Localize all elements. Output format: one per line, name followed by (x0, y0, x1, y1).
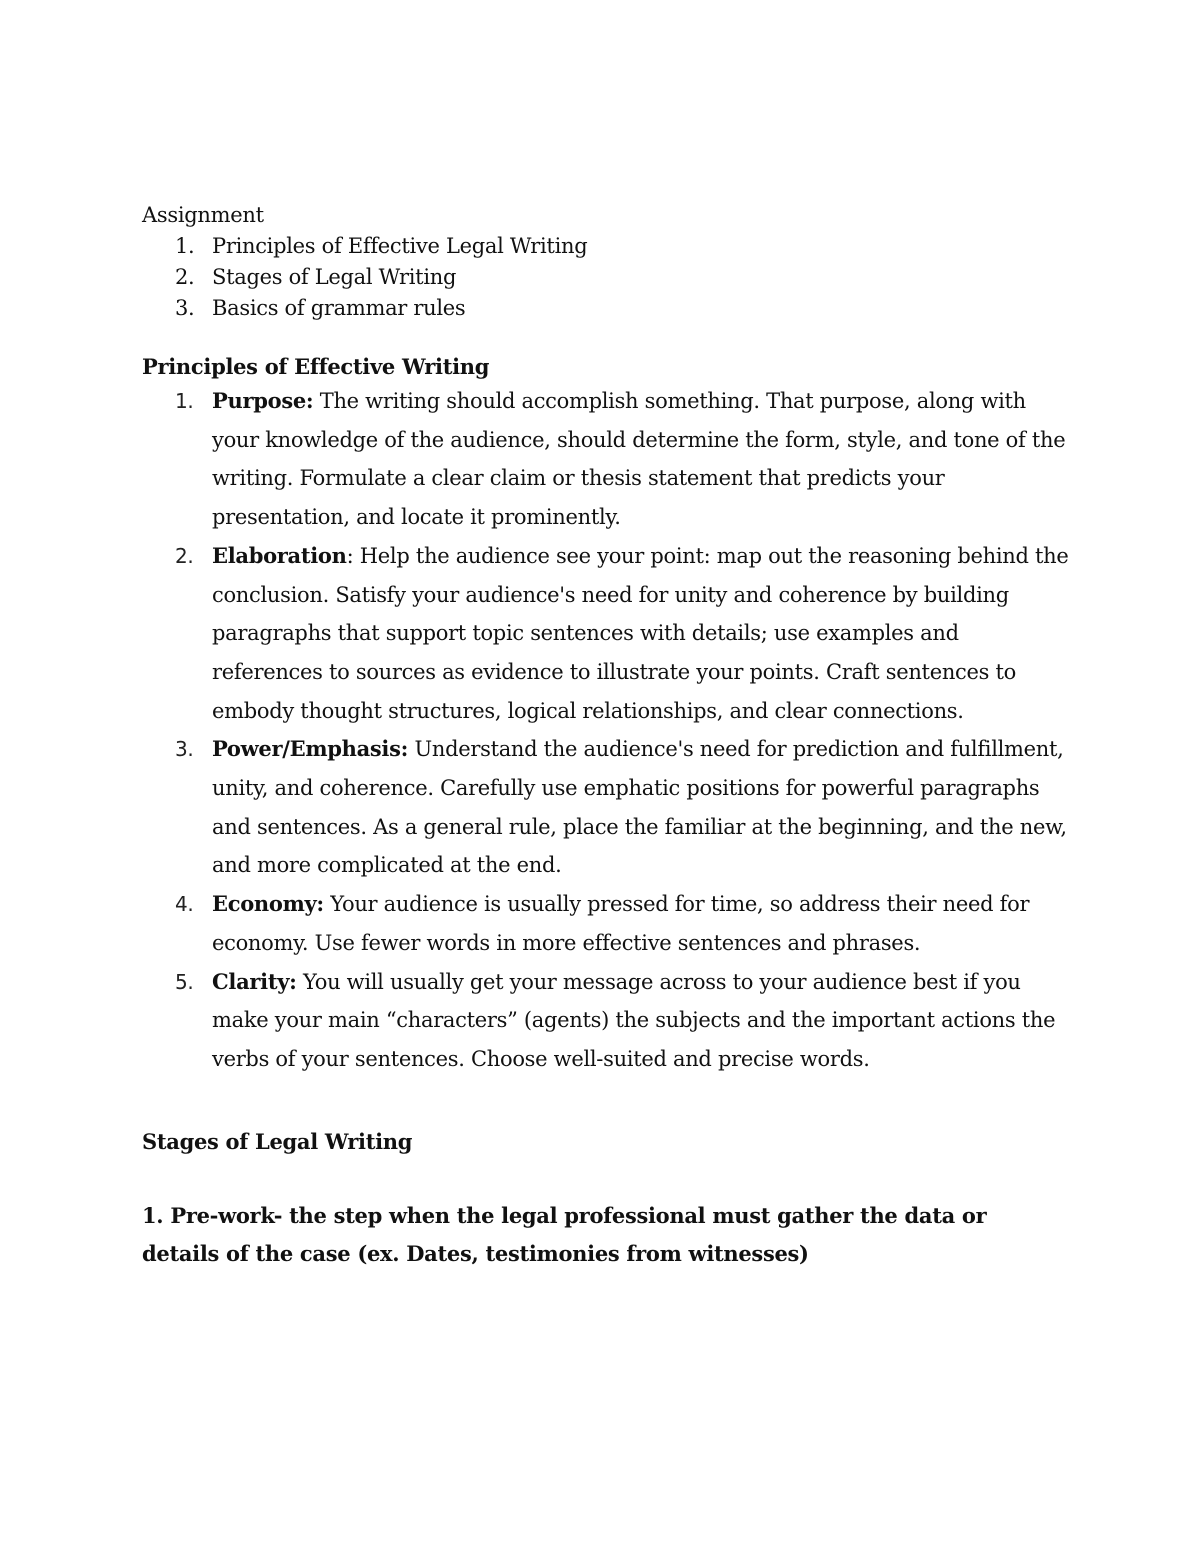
assignment-list (142, 231, 1072, 324)
assignment-item-text: Stages of Legal Writing (212, 265, 457, 289)
principle-item (142, 885, 1072, 962)
principle-text: You will usually get your message across to your audience best if you make your main “characters” (agents) the subjects and the important actions the verbs of your sentences. Choose well-suited and precise words. (212, 969, 1056, 1071)
stage-item-pre-work: 1. Pre-work- the step when the legal professional must gather the data or details of the case (ex. Dates, testimonies from witnesses) (142, 1202, 987, 1267)
principle-item (142, 537, 1072, 731)
principle-text: : Help the audience see your point: map out the reasoning behind the conclusion. Satisfy your audience's need for unity and coherence by building paragraphs that support topic sentences with details; use examples and references to sources as evidence to illustrate your points. Craft sentences to embody thought structures, logical relationships, and clear connections. (212, 543, 1069, 723)
assignment-item (142, 293, 1072, 324)
assignment-item (142, 262, 1072, 293)
principle-term: Purpose: (212, 388, 314, 413)
principle-term: Elaboration (212, 542, 347, 568)
list-number: 2. (175, 543, 194, 568)
principle-term: Clarity: (212, 968, 297, 994)
list-number: 1. (175, 389, 194, 413)
stages-heading: Stages of Legal Writing (142, 1128, 413, 1154)
principle-item (142, 382, 1072, 537)
assignment-item (142, 231, 1072, 262)
principle-item (142, 963, 1072, 1079)
list-number: 3. (175, 737, 194, 762)
principle-text: Your audience is usually pressed for time, so address their need for economy. Use fewer words in more effective sentences and phrases. (212, 892, 1030, 955)
principle-item (142, 730, 1072, 885)
assignment-title: Assignment (142, 203, 264, 227)
list-number: 2. (175, 265, 195, 289)
principle-term: Power/Emphasis: (212, 736, 409, 762)
list-number: 1. (175, 234, 195, 258)
list-number: 4. (175, 892, 194, 917)
assignment-item-text: Principles of Effective Legal Writing (212, 234, 588, 258)
principles-heading: Principles of Effective Writing (142, 354, 490, 379)
document-body (142, 200, 1072, 1295)
list-number: 5. (175, 969, 194, 994)
list-number: 3. (175, 296, 195, 320)
principle-text: The writing should accomplish something. That purpose, along with your knowledge of the audience, should determine the form, style, and tone of the writing. Formulate a clear claim or thesis statement that predicts your presentation, and locate it prominently. (212, 389, 1066, 530)
principle-text: Understand the audience's need for prediction and fulfillment, unity, and coherence. Carefully use emphatic positions for powerful paragraphs and sentences. As a general rule, place the familiar at the beginning, and the new, and more complicated at the end. (212, 737, 1067, 878)
assignment-item-text: Basics of grammar rules (212, 296, 466, 320)
principle-term: Economy: (212, 891, 324, 917)
principles-list (142, 382, 1072, 1079)
